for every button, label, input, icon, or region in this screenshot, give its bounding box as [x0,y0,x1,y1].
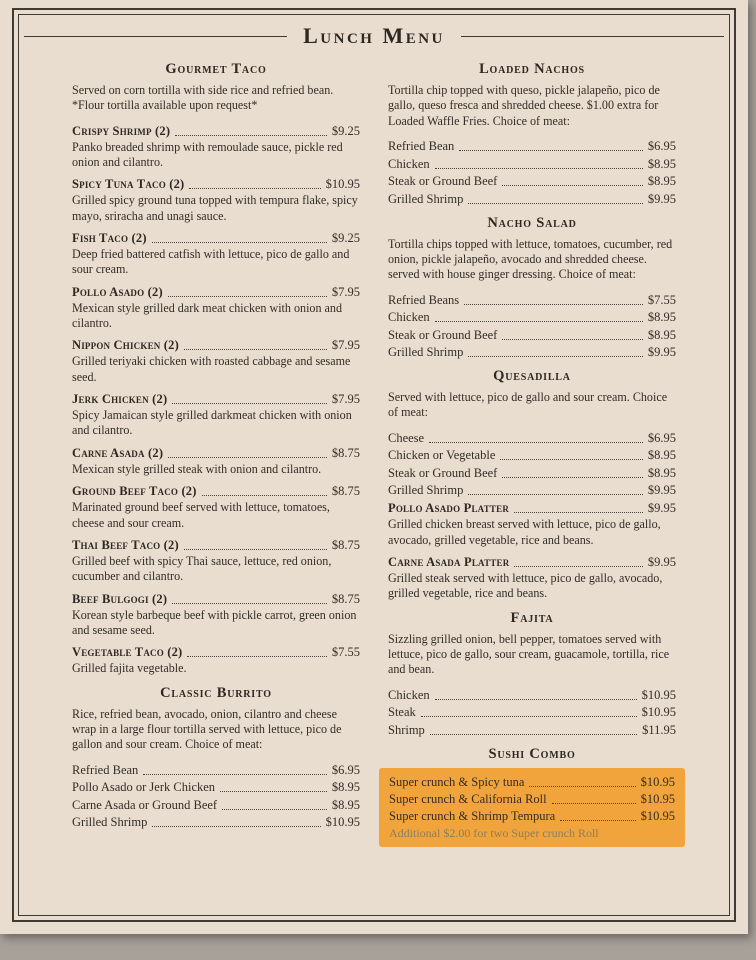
dot-leader [184,549,327,550]
dot-leader [172,603,327,604]
menu-option-row [388,483,676,498]
dot-leader [468,356,643,357]
menu-section [388,368,676,602]
menu-option-row [389,809,675,824]
option-name: Steak or Ground Beef [388,174,498,189]
option-price: $10.95 [640,774,675,789]
menu-item-row [72,446,360,461]
menu-item [72,645,360,676]
option-name: Chicken [388,310,430,325]
menu-item-row [72,285,360,300]
item-name: Carne Asada (2) [72,445,164,460]
item-description: Marinated ground beef served with lettuce, tomatoes, cheese and sour cream. [72,500,330,530]
dot-leader [560,820,635,821]
menu-item [72,446,360,477]
dot-leader [168,457,327,458]
section-title: Fajita [510,609,554,626]
option-name: Super crunch & California Roll [389,791,547,806]
option-price: $6.95 [647,430,676,445]
dot-leader [468,494,643,495]
option-price: $8.95 [647,174,676,189]
item-description: Deep fried battered catfish with lettuce, pico de gallo and sour cream. [72,247,350,277]
menu-item-row [72,338,360,353]
item-name: Nippon Chicken (2) [72,338,179,353]
menu-item-row [72,645,360,660]
option-name: Grilled Shrimp [72,815,148,830]
item-description: Mexican style grilled steak with onion and cilantro. [72,461,322,476]
item-name: Fish Taco (2) [72,231,147,246]
dot-leader [143,774,327,775]
dot-leader [502,477,643,478]
item-description: Grilled teriyaki chicken with roasted cabbage and sesame seed. [72,354,351,384]
option-name: Chicken or Vegetable [388,448,496,463]
item-description: Grilled fajita vegetable. [72,661,187,676]
menu-option-row [388,139,676,154]
menu-item-row [388,555,676,570]
option-price: $8.95 [647,156,676,171]
dot-leader [500,459,643,460]
dot-leader [435,321,643,322]
item-name: Jerk Chicken (2) [72,392,168,407]
dot-leader [514,512,643,513]
title-rule-left [24,36,287,37]
section-intro: Served with lettuce, pico de gallo and sour cream. Choice of meat: [388,390,668,420]
section-intro: Tortilla chips topped with lettuce, tomatoes, cucumber, red onion, pickle jalapeño, avocado and shredded cheese. served with house ginger dressing. Choice of meat: [388,236,673,282]
option-price: $8.95 [647,310,676,325]
menu-option-row [389,775,675,790]
menu-option-row [388,293,676,308]
option-price: $6.95 [647,139,676,154]
item-name: Vegetable Taco (2) [72,645,183,660]
title-rule-right [461,36,724,37]
menu-item [72,392,360,439]
menu-item-row [72,592,360,607]
menu-item [72,231,360,278]
section-intro: Tortilla chip topped with queso, pickle jalapeño, pico de gallo, queso fresca and shredded cheese. $1.00 extra for Loaded Waffle Fries. Choice of meat: [388,83,660,128]
menu-column-left [72,59,360,847]
item-description: Grilled spicy ground tuna topped with tempura flake, spicy mayo, sriracha and unagi sauce. [72,193,358,223]
option-name: Grilled Shrimp [388,345,464,360]
dot-leader [435,699,637,700]
menu-option-row [388,192,676,207]
option-price: $10.95 [640,808,675,823]
option-name: Super crunch & Shrimp Tempura [389,808,556,823]
menu-option-row [388,174,676,189]
item-price: $9.25 [331,123,360,138]
option-name: Super crunch & Spicy tuna [389,774,525,789]
menu-item [388,555,676,602]
option-price: $8.95 [647,465,676,480]
menu-option-row [388,345,676,360]
menu-item [388,501,676,548]
dot-leader [421,716,637,717]
dot-leader [187,656,326,657]
item-description: Grilled beef with spicy Thai sauce, lettuce, red onion, cucumber and cilantro. [72,553,332,584]
menu-item [72,177,360,224]
dot-leader [172,403,327,404]
menu-item [72,124,360,171]
dot-leader [435,168,643,169]
menu-section [388,610,676,738]
item-name: Spicy Tuna Taco (2) [72,177,185,192]
option-name: Steak or Ground Beef [388,465,498,480]
menu-option-row [388,157,676,172]
option-name: Cheese [388,430,425,445]
menu-item-row [72,484,360,499]
dot-leader [464,304,643,305]
option-price: $9.95 [647,191,676,206]
item-description: Grilled chicken breast served with lettuce, pico de gallo, avocado, grilled vegetable, rice and beans. [388,517,661,547]
menu-option-row [72,780,360,795]
item-price: $10.95 [325,177,360,192]
option-price: $7.55 [647,292,676,307]
section-title: Classic Burrito [160,684,272,701]
item-name: Pollo Asado Platter [388,501,510,516]
option-price: $8.95 [647,327,676,342]
item-price: $7.95 [331,338,360,353]
menu-option-row [72,798,360,813]
dot-leader [184,349,327,350]
menu-note: Additional $2.00 for two Super crunch Roll [389,825,599,840]
item-price: $9.95 [647,554,676,569]
option-name: Carne Asada or Ground Beef [72,797,218,812]
dot-leader [168,296,327,297]
menu-section [388,61,676,207]
option-price: $8.95 [331,797,360,812]
menu-item-row [72,177,360,192]
dot-leader [514,566,642,567]
menu-option-row [388,431,676,446]
menu-item-row [72,538,360,553]
item-name: Pollo Asado (2) [72,284,163,299]
section-intro: Rice, refried bean, avocado, onion, cilantro and cheese wrap in a large flour tortilla served with lettuce, pico de gallon and sour cream. Choice of meat: [72,706,342,752]
option-name: Refried Bean [72,762,139,777]
item-description: Mexican style grilled dark meat chicken with onion and cilantro. [72,300,343,331]
dot-leader [189,188,320,189]
item-name: Crispy Shrimp (2) [72,123,171,138]
menu-option-row [388,448,676,463]
section-title: Loaded Nachos [479,61,585,77]
menu-item [72,285,360,332]
menu-columns [72,59,676,847]
menu-item-row [72,124,360,139]
dot-leader [429,442,643,443]
menu-item-row [72,392,360,407]
option-price: $9.95 [647,345,676,360]
option-name: Refried Bean [388,139,455,154]
menu-option-row [72,763,360,778]
dot-leader [222,809,327,810]
menu-option-row [388,705,676,720]
menu-item [72,484,360,531]
item-price: $7.55 [331,645,360,660]
section-intro: Sizzling grilled onion, bell pepper, tomatoes served with lettuce, pico de gallo, sour cream, guacamole, tortilla, rice and bean. [388,631,670,677]
highlight-box [379,768,685,847]
dot-leader [552,803,636,804]
item-description: Spicy Jamaican style grilled darkmeat chicken with onion and cilantro. [72,408,352,438]
option-price: $10.95 [641,705,676,720]
menu-option-row [388,466,676,481]
item-description: Grilled steak served with lettuce, pico de gallo, avocado, grilled vegetable, rice and beans. [388,570,663,601]
item-name: Beef Bulgogi (2) [72,591,168,606]
menu-item [72,592,360,639]
dot-leader [220,791,327,792]
option-price: $10.95 [641,687,676,702]
menu-option-row [388,310,676,325]
option-name: Pollo Asado or Jerk Chicken [72,780,216,795]
menu-column-right [388,59,676,847]
section-title: Gourmet Taco [165,61,267,77]
option-name: Shrimp [388,722,425,737]
item-name: Thai Beef Taco (2) [72,537,179,552]
menu-option-row [388,688,676,703]
menu-section [388,215,676,361]
menu-section [388,746,676,847]
item-price: $8.75 [331,445,360,460]
section-title: Nacho Salad [487,214,577,231]
option-name: Steak or Ground Beef [388,327,498,342]
title-row [24,23,724,49]
menu-section [72,61,360,677]
dot-leader [459,150,643,151]
section-title: Quesadilla [493,368,571,385]
menu-option-row [388,328,676,343]
dot-leader [502,185,643,186]
menu-title: Lunch Menu [303,23,445,48]
item-name: Ground Beef Taco (2) [72,484,197,499]
menu-option-row [389,792,675,807]
menu-item-row [388,501,676,516]
option-price: $11.95 [642,722,676,737]
item-name: Carne Asada Platter [388,554,510,569]
item-price: $7.95 [331,392,360,407]
option-price: $6.95 [331,762,360,777]
dot-leader [175,135,327,136]
item-price: $8.75 [331,484,360,499]
dot-leader [529,786,635,787]
option-price: $8.95 [647,448,676,463]
item-price: $8.75 [331,537,360,552]
item-price: $9.95 [647,501,676,516]
menu-section [72,685,360,831]
option-name: Steak [388,705,416,720]
option-price: $9.95 [647,483,676,498]
option-price: $10.95 [640,791,675,806]
menu-item [72,338,360,385]
menu-option-row [388,723,676,738]
option-name: Refried Beans [388,292,460,307]
item-price: $8.75 [331,591,360,606]
dot-leader [430,734,637,735]
item-price: $7.95 [331,284,360,299]
option-price: $10.95 [325,815,360,830]
menu-item-row [72,231,360,246]
dot-leader [468,203,643,204]
option-name: Chicken [388,687,430,702]
dot-leader [152,242,327,243]
item-description: Panko breaded shrimp with remoulade sauce, pickle red onion and cilantro. [72,139,343,170]
dot-leader [502,339,643,340]
item-description: Korean style barbeque beef with pickle carrot, green onion and sesame seed. [72,607,357,637]
option-price: $8.95 [331,780,360,795]
dot-leader [152,826,320,827]
menu-item [72,538,360,585]
menu-content [18,14,730,916]
option-name: Grilled Shrimp [388,191,464,206]
item-price: $9.25 [331,231,360,246]
option-name: Grilled Shrimp [388,483,464,498]
dot-leader [202,495,327,496]
section-intro: Served on corn tortilla with side rice and refried bean. *Flour tortilla available upon request* [72,83,334,113]
section-title: Sushi Combo [488,745,576,762]
menu-option-row [72,815,360,830]
option-name: Chicken [388,156,430,171]
